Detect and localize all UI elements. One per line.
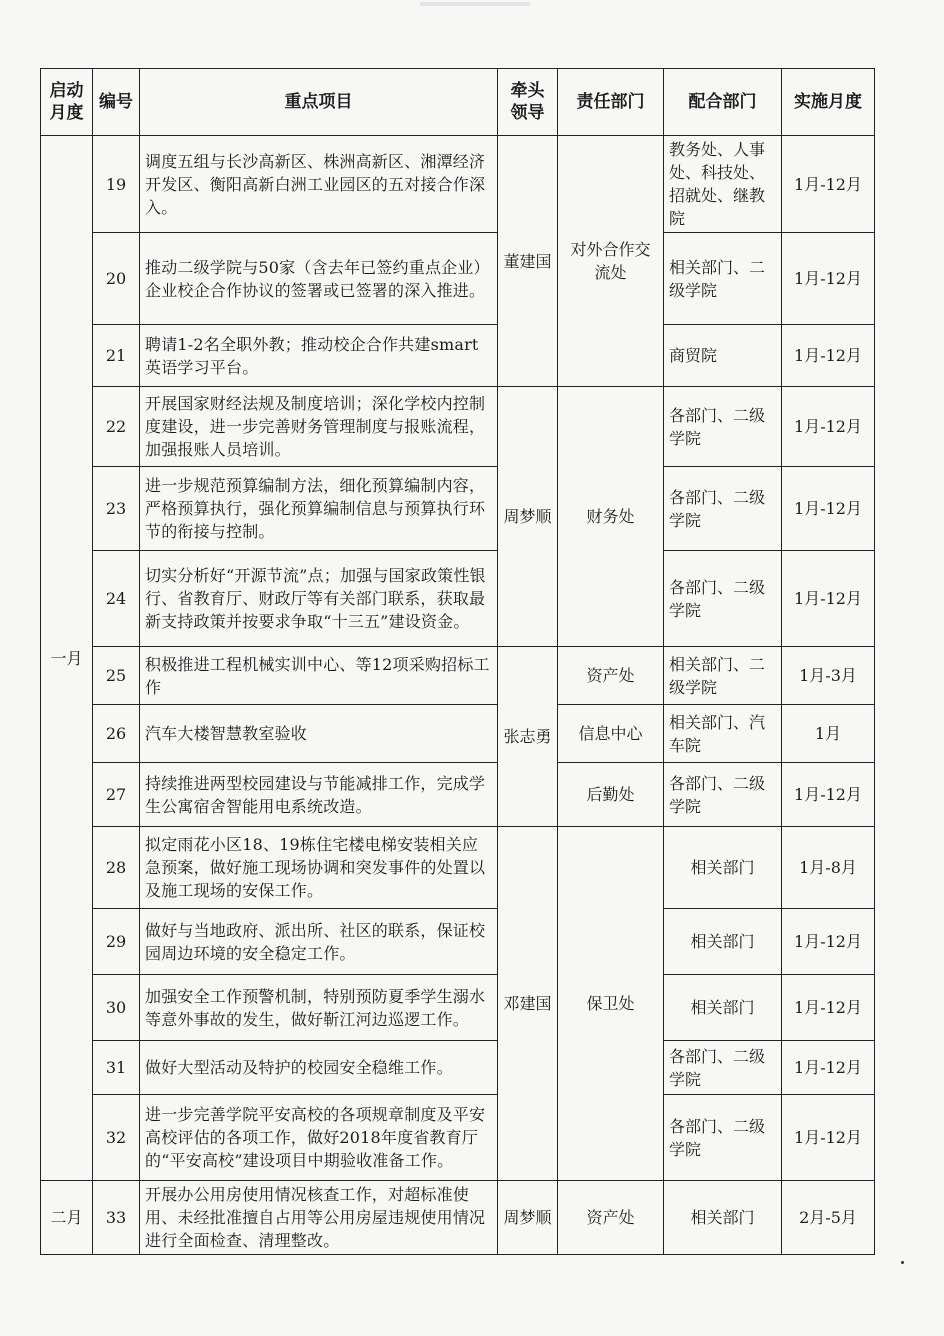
header-leader: 牵头领导: [498, 69, 558, 136]
coop-dept-cell: 相关部门、二级学院: [664, 233, 782, 325]
coop-dept-cell: 各部门、二级学院: [664, 551, 782, 647]
row-number: 21: [93, 325, 140, 387]
key-projects-table: [40, 68, 875, 1255]
coop-dept-cell: 相关部门: [664, 1181, 782, 1255]
coop-dept-cell: 教务处、人事处、科技处、招就处、继教院: [664, 136, 782, 233]
leader-cell: 张志勇: [498, 647, 558, 827]
header-start-month: 启动月度: [41, 69, 93, 136]
row-number: 23: [93, 467, 140, 551]
table-row: [41, 1041, 875, 1095]
coop-dept-cell: 商贸院: [664, 325, 782, 387]
row-number: 28: [93, 827, 140, 909]
row-number: 31: [93, 1041, 140, 1095]
project-text: 调度五组与长沙高新区、株洲高新区、湘潭经济开发区、衡阳高新白洲工业园区的五对接合作深入。: [140, 136, 498, 233]
table-row: [41, 975, 875, 1041]
project-text: 切实分析好“开源节流”点；加强与国家政策性银行、省教育厅、财政厅等有关部门联系，获取最新支持政策并按要求争取“十三五”建设资金。: [140, 551, 498, 647]
table-row: [41, 387, 875, 467]
period-cell: 1月-12月: [782, 1041, 875, 1095]
period-cell: 1月-8月: [782, 827, 875, 909]
project-text: 聘请1-2名全职外教；推动校企合作共建smart英语学习平台。: [140, 325, 498, 387]
row-number: 24: [93, 551, 140, 647]
project-text: 汽车大楼智慧教室验收: [140, 705, 498, 763]
coop-dept-cell: 相关部门: [664, 975, 782, 1041]
header-period: 实施月度: [782, 69, 875, 136]
table-row: [41, 325, 875, 387]
row-number: 29: [93, 909, 140, 975]
responsible-dept-cell: 后勤处: [558, 763, 664, 827]
header-project: 重点项目: [140, 69, 498, 136]
coop-dept-cell: 相关部门、汽车院: [664, 705, 782, 763]
coop-dept-cell: 各部门、二级学院: [664, 467, 782, 551]
leader-cell: 周梦顺: [498, 387, 558, 647]
period-cell: 1月-12月: [782, 1095, 875, 1181]
row-number: 27: [93, 763, 140, 827]
header-responsible-dept: 责任部门: [558, 69, 664, 136]
row-number: 32: [93, 1095, 140, 1181]
coop-dept-cell: 各部门、二级学院: [664, 1095, 782, 1181]
row-number: 22: [93, 387, 140, 467]
table-row: [41, 1095, 875, 1181]
table-header-row: [41, 69, 875, 136]
period-cell: 1月-12月: [782, 763, 875, 827]
period-cell: 1月-12月: [782, 136, 875, 233]
period-cell: 1月-12月: [782, 551, 875, 647]
header-coop-dept: 配合部门: [664, 69, 782, 136]
project-text: 开展办公用房使用情况核查工作，对超标准使用、未经批准擅自占用等公用房屋违规使用情况进行全面检查、清理整改。: [140, 1181, 498, 1255]
period-cell: 1月-12月: [782, 233, 875, 325]
coop-dept-cell: 相关部门: [664, 909, 782, 975]
leader-cell: 董建国: [498, 136, 558, 387]
period-cell: 1月-12月: [782, 387, 875, 467]
project-text: 开展国家财经法规及制度培训；深化学校内控制度建设，进一步完善财务管理制度与报账流程，加强报账人员培训。: [140, 387, 498, 467]
table-row: [41, 647, 875, 705]
responsible-dept-cell: 资产处: [558, 1181, 664, 1255]
month-cell-february: 二月: [41, 1181, 93, 1255]
coop-dept-cell: 各部门、二级学院: [664, 763, 782, 827]
responsible-dept-cell: 信息中心: [558, 705, 664, 763]
month-cell-january: 一月: [41, 136, 93, 1181]
table-row: [41, 551, 875, 647]
project-text: 做好与当地政府、派出所、社区的联系，保证校园周边环境的安全稳定工作。: [140, 909, 498, 975]
responsible-dept-cell: 保卫处: [558, 827, 664, 1181]
project-text: 进一步完善学院平安高校的各项规章制度及平安高校评估的各项工作，做好2018年度省教育厅的“平安高校”建设项目中期验收准备工作。: [140, 1095, 498, 1181]
coop-dept-cell: 各部门、二级学院: [664, 1041, 782, 1095]
table-row: [41, 467, 875, 551]
project-text: 推动二级学院与50家（含去年已签约重点企业）企业校企合作协议的签署或已签署的深入推进。: [140, 233, 498, 325]
row-number: 19: [93, 136, 140, 233]
project-text: 进一步规范预算编制方法，细化预算编制内容，严格预算执行，强化预算编制信息与预算执行环节的衔接与控制。: [140, 467, 498, 551]
row-number: 30: [93, 975, 140, 1041]
scan-mark: [420, 2, 530, 6]
table-row: [41, 1181, 875, 1255]
period-cell: 1月-12月: [782, 325, 875, 387]
row-number: 33: [93, 1181, 140, 1255]
table-row: [41, 763, 875, 827]
period-cell: 2月-5月: [782, 1181, 875, 1255]
period-cell: 1月: [782, 705, 875, 763]
coop-dept-cell: 相关部门、二级学院: [664, 647, 782, 705]
row-number: 20: [93, 233, 140, 325]
responsible-dept-cell: 财务处: [558, 387, 664, 647]
scan-dot: [901, 1261, 904, 1264]
project-text: 拟定雨花小区18、19栋住宅楼电梯安装相关应急预案，做好施工现场协调和突发事件的处置以及施工现场的安保工作。: [140, 827, 498, 909]
row-number: 26: [93, 705, 140, 763]
coop-dept-cell: 各部门、二级学院: [664, 387, 782, 467]
project-text: 积极推进工程机械实训中心、等12项采购招标工作: [140, 647, 498, 705]
header-number: 编号: [93, 69, 140, 136]
period-cell: 1月-12月: [782, 467, 875, 551]
coop-dept-cell: 相关部门: [664, 827, 782, 909]
table-row: [41, 827, 875, 909]
table-row: [41, 136, 875, 233]
table-row: [41, 705, 875, 763]
responsible-dept-cell: 资产处: [558, 647, 664, 705]
period-cell: 1月-12月: [782, 975, 875, 1041]
project-text: 做好大型活动及特护的校园安全稳维工作。: [140, 1041, 498, 1095]
leader-cell: 周梦顺: [498, 1181, 558, 1255]
responsible-dept-cell: 对外合作交流处: [558, 136, 664, 387]
project-text: 加强安全工作预警机制，特别预防夏季学生溺水等意外事故的发生，做好靳江河边巡逻工作。: [140, 975, 498, 1041]
row-number: 25: [93, 647, 140, 705]
table-row: [41, 909, 875, 975]
period-cell: 1月-12月: [782, 909, 875, 975]
project-text: 持续推进两型校园建设与节能减排工作，完成学生公寓宿舍智能用电系统改造。: [140, 763, 498, 827]
period-cell: 1月-3月: [782, 647, 875, 705]
table-row: [41, 233, 875, 325]
leader-cell: 邓建国: [498, 827, 558, 1181]
